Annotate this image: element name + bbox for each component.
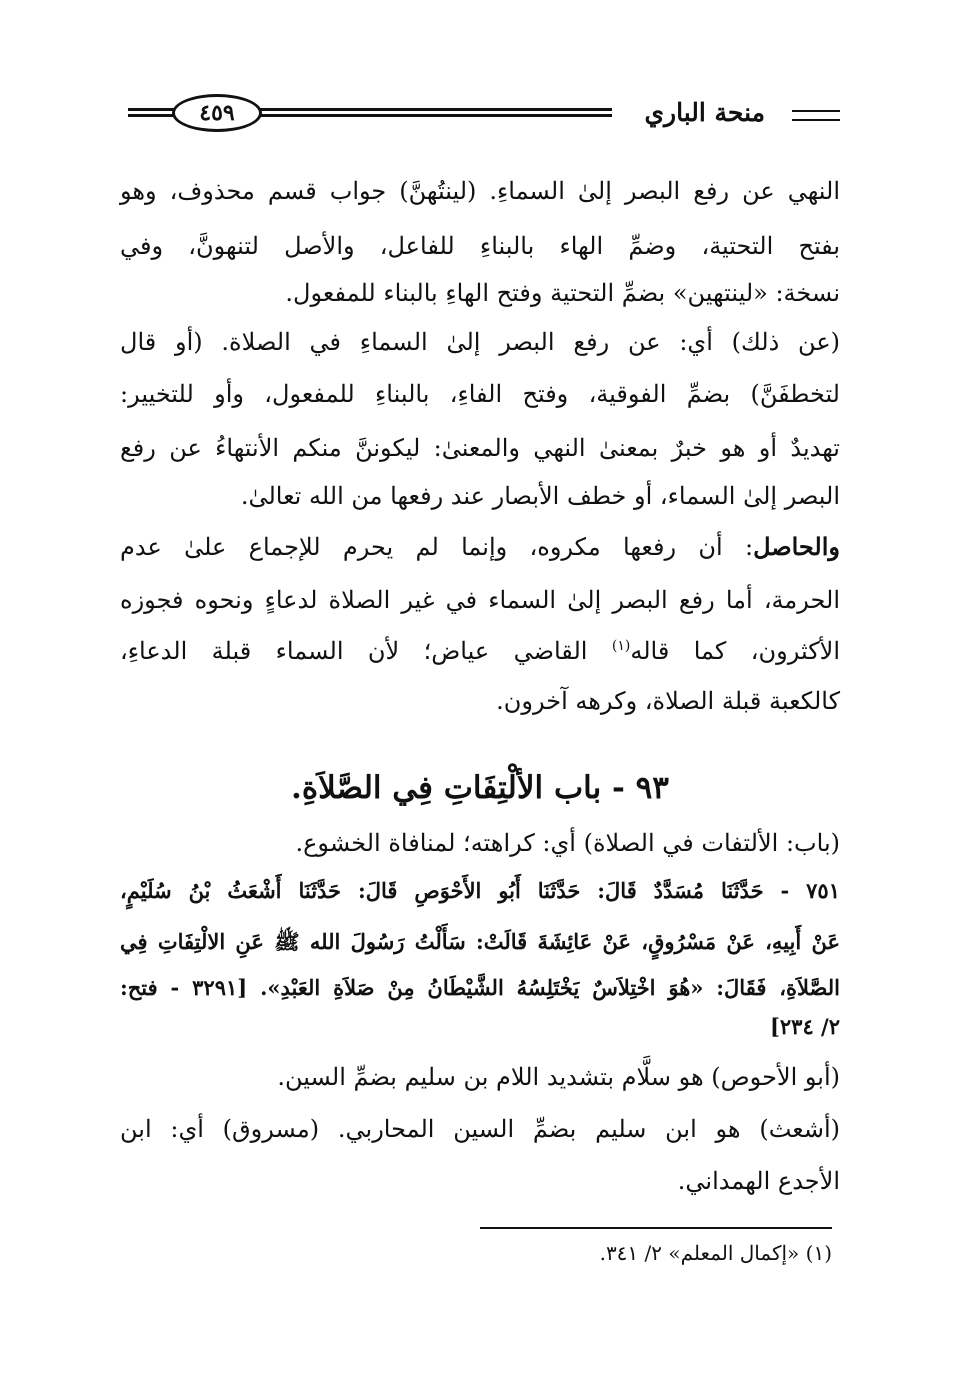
hadith-line: ٧٥١ - حَدَّثَنَا مُسَدَّدٌ قَالَ: حَدَّثَنَا أَبُو الأَحْوَصِ قَالَ: حَدَّثَنَا أَشْعَثُ بْنُ سُلَيْمٍ، [120, 878, 840, 903]
hadith-line: عَنْ أَبِيهِ، عَنْ مَسْرُوقٍ، عَنْ عَائِشَةَ قَالَتْ: سَأَلْتُ رَسُولَ الله ﷺ عَنِ الالْتِفَاتِ فِي [120, 929, 840, 954]
chapter-gloss: (باب: الألتفات في الصلاة) أي: كراهته؛ لمنافاة الخشوع. [295, 829, 840, 857]
text-line: بفتح التحتية، وضمِّ الهاء بالبناءِ للفاعل، والأصل لتنهونَّ، وفي [120, 232, 840, 260]
text-line: الأجدع الهمداني. [677, 1167, 840, 1195]
page-number: ٤٥٩ [172, 94, 262, 132]
text-line: لتخطفَنَّ) بضمِّ الفوقية، وفتح الفاءِ، بالبناءِ للمفعول، وأو للتخيير: [120, 380, 840, 408]
text-line: النهي عن رفع البصر إلىٰ السماءِ. (لينتُهنَّ) جواب قسم محذوف، وهو [120, 177, 840, 205]
text-line: (أشعث) هو ابن سليم بضمِّ السين المحاربي. (مسروق) أي: ابن [120, 1115, 840, 1143]
footnote-marker: (١) [611, 638, 631, 654]
text-line: نسخة: «لينتهين» بضمِّ التحتية وفتح الهاءِ بالبناء للمفعول. [285, 279, 840, 307]
header-double-rule [260, 108, 612, 117]
hadith-line: الصَّلاَةِ، فَقَالَ: «هُوَ اخْتِلاَسٌ يَخْتَلِسُهُ الشَّيْطَانُ مِنْ صَلاَةِ العَبْدِ». [٣٢٩١ - فتح: [120, 975, 840, 1000]
text-line: الحرمة، أما رفع البصر إلىٰ السماء في غير الصلاة لدعاءٍ ونحوه فجوزه [120, 586, 840, 614]
text-line: كالكعبة قبلة الصلاة، وكرهه آخرون. [496, 687, 840, 715]
header-ornament-dash [792, 110, 840, 121]
text-span: القاضي عياض؛ لأن السماء قبلة الدعاءِ، [120, 637, 612, 665]
running-header [128, 92, 840, 138]
text-span: : أن رفعها مكروه، وإنما لم يحرم للإجماع علىٰ عدم [120, 533, 754, 561]
header-double-rule-left [128, 108, 174, 117]
text-line [120, 634, 840, 668]
text-span: الأكثرون، كما قاله [630, 637, 840, 665]
text-line: البصر إلىٰ السماء، أو خطف الأبصار عند رفعها من الله تعالىٰ. [240, 482, 840, 510]
text-line: تهديدٌ أو هو خبرٌ بمعنىٰ النهي والمعنىٰ: ليكوننَّ منكم الأنتهاءُ عن رفع [120, 434, 840, 462]
footnote: (١) «إكمال المعلم» ٢/ ٣٤١. [599, 1241, 832, 1265]
text-line: (أبو الأحوص) هو سلَّام بتشديد اللام بن سليم بضمِّ السين. [277, 1063, 840, 1091]
bold-lead-word: والحاصل [753, 532, 840, 561]
footnote-rule [480, 1227, 832, 1229]
hadith-line: ٢/ ٢٣٤] [769, 1014, 840, 1039]
book-title: منحة الباري [644, 98, 765, 127]
chapter-heading: ٩٣ - باب الألْتِفَاتِ فِي الصَّلاَةِ. [291, 770, 669, 806]
text-line: (عن ذلك) أي: عن رفع البصر إلىٰ السماءِ في الصلاة. (أو قال [120, 328, 841, 356]
text-line [120, 530, 840, 564]
